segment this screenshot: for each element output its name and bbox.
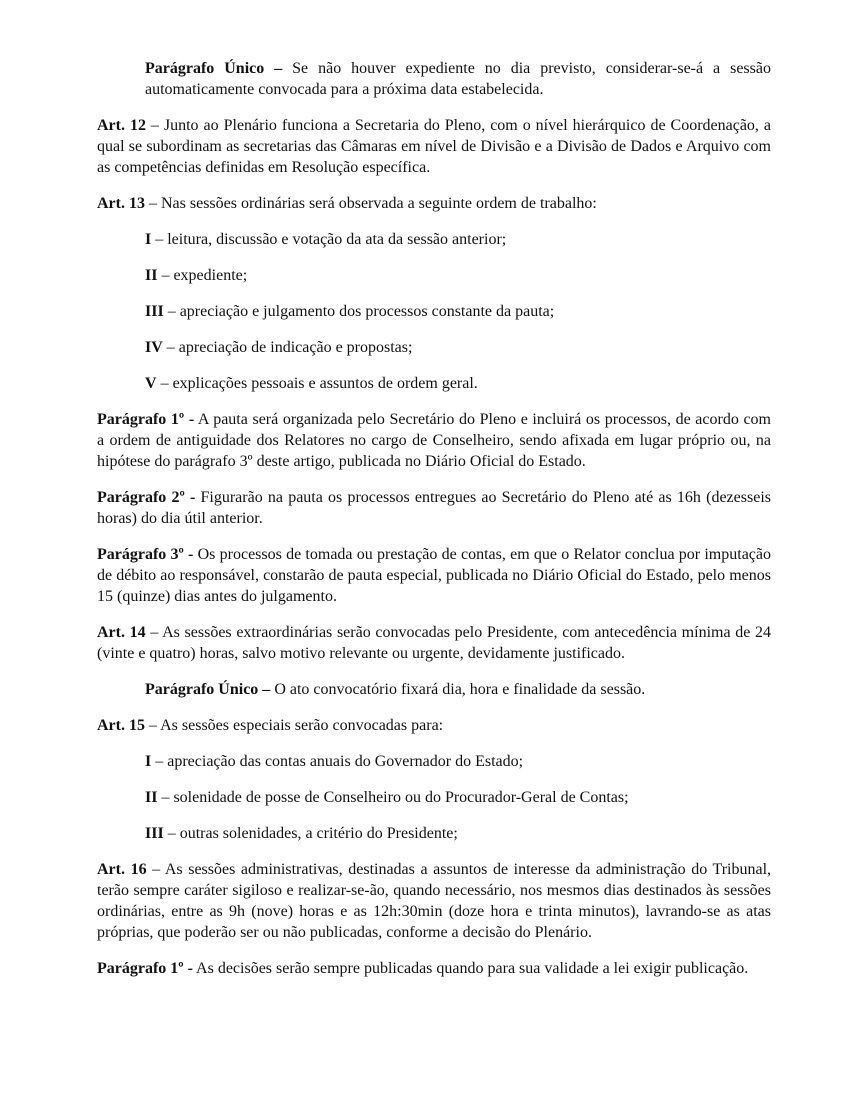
paragraph-art13-par2 — [97, 487, 771, 529]
list-item-text: – explicações pessoais e assuntos de ordem geral. — [156, 375, 478, 392]
list-item-art15-iii — [145, 823, 771, 844]
paragraph-text: Se não houver expediente no dia previsto, considerar-se-á a sessão automaticamente convocada para a próxima data estabelecida. — [145, 60, 771, 98]
paragraph-art16-par1 — [97, 958, 771, 979]
paragraph-label: Art. 16 — [97, 861, 147, 878]
paragraph-label: Art. 13 — [97, 195, 145, 212]
paragraph-label: Parágrafo Único – — [145, 681, 271, 698]
paragraph-art-15 — [97, 715, 771, 736]
list-item-label: I — [145, 753, 152, 770]
list-item-art13-v — [145, 373, 771, 394]
list-item-text: – solenidade de posse de Conselheiro ou do Procurador-Geral de Contas; — [157, 789, 629, 806]
list-item-art13-i — [145, 229, 771, 250]
paragraph-text: A pauta será organizada pelo Secretário do Pleno e incluirá os processos, de acordo com a ordem de antiguidade dos Relatores no cargo de Conselheiro, sendo afixada em lugar próprio ou, na hipótese do parágrafo 3º deste artigo, publicada no Diário Oficial do Estado. — [97, 411, 772, 470]
list-item-text: – outras solenidades, a critério do Presidente; — [163, 825, 458, 842]
paragraph-text: – Nas sessões ordinárias será observada a seguinte ordem de trabalho: — [144, 195, 597, 212]
list-item-label: III — [145, 825, 164, 842]
list-item-label: I — [145, 231, 152, 248]
paragraph-text: – Junto ao Plenário funciona a Secretaria do Pleno, com o nível hierárquico de Coordenação, a qual se subordinam as secretarias das Câmaras em nível de Divisão e a Divisão de Dados e Arquivo com as competências definidas em Resolução específica. — [97, 117, 771, 176]
paragraph-text: Figurarão na pauta os processos entregues ao Secretário do Pleno até as 16h (dezesseis horas) do dia útil anterior. — [97, 489, 771, 527]
list-item-label: III — [145, 303, 164, 320]
paragraph-label: Parágrafo 2º - — [97, 489, 196, 506]
paragraph-label: Parágrafo 3º - — [97, 546, 194, 563]
paragraph-label: Art. 15 — [97, 717, 145, 734]
list-item-art13-iii — [145, 301, 771, 322]
paragraph-art13-par1 — [97, 409, 771, 472]
list-item-art15-i — [145, 751, 771, 772]
list-item-text: – apreciação e julgamento dos processos constante da pauta; — [163, 303, 555, 320]
paragraph-unico-art14 — [145, 679, 771, 700]
list-item-art13-ii — [145, 265, 771, 286]
paragraph-art-14 — [97, 622, 771, 664]
paragraph-label: Art. 12 — [97, 117, 146, 134]
paragraph-art-12 — [97, 115, 771, 178]
paragraph-text: As decisões serão sempre publicadas quando para sua validade a lei exigir publicação. — [192, 960, 749, 977]
paragraph-label: Parágrafo Único – — [145, 60, 283, 77]
paragraph-text: – As sessões extraordinárias serão convocadas pelo Presidente, com antecedência mínima de 24 (vinte e quatro) horas, salvo motivo relevante ou urgente, devidamente justificado. — [97, 624, 771, 662]
paragraph-text: – As sessões especiais serão convocadas para: — [144, 717, 444, 734]
paragraph-text: – As sessões administrativas, destinadas a assuntos de interesse da administração do Tribunal, terão sempre caráter sigiloso e realizar-se-ão, quando necessário, nos mesmos dias destinados às sessões ordinárias, entre as 9h (nove) horas e as 12h:30min (doze hora e trinta minutos), lavrando-se as atas próprias, que poderão ser ou não publicadas, conforme a decisão do Plenário. — [97, 861, 772, 941]
list-item-label: V — [145, 375, 157, 392]
paragraph-art-16 — [97, 859, 771, 943]
list-item-text: – expediente; — [157, 267, 248, 284]
paragraph-art13-par3 — [97, 544, 771, 607]
paragraph-art-13 — [97, 193, 771, 214]
list-item-art13-iv — [145, 337, 771, 358]
paragraph-label: Art. 14 — [97, 624, 146, 641]
paragraph-text: O ato convocatório fixará dia, hora e finalidade da sessão. — [270, 681, 646, 698]
paragraph-label: Parágrafo 1º - — [97, 411, 195, 428]
list-item-text: – leitura, discussão e votação da ata da sessão anterior; — [151, 231, 507, 248]
paragraph-label: Parágrafo 1º - — [97, 960, 193, 977]
list-item-text: – apreciação das contas anuais do Governador do Estado; — [151, 753, 524, 770]
paragraph-text: Os processos de tomada ou prestação de contas, em que o Relator conclua por imputação de débito ao responsável, constarão de pauta especial, publicada no Diário Oficial do Estado, pelo menos 15 (quinze) dias antes do julgamento. — [97, 546, 771, 605]
list-item-label: IV — [145, 339, 163, 356]
list-item-label: II — [145, 789, 158, 806]
list-item-text: – apreciação de indicação e propostas; — [162, 339, 413, 356]
list-item-art15-ii — [145, 787, 771, 808]
paragraph-unico-art11 — [145, 58, 771, 100]
list-item-label: II — [145, 267, 158, 284]
